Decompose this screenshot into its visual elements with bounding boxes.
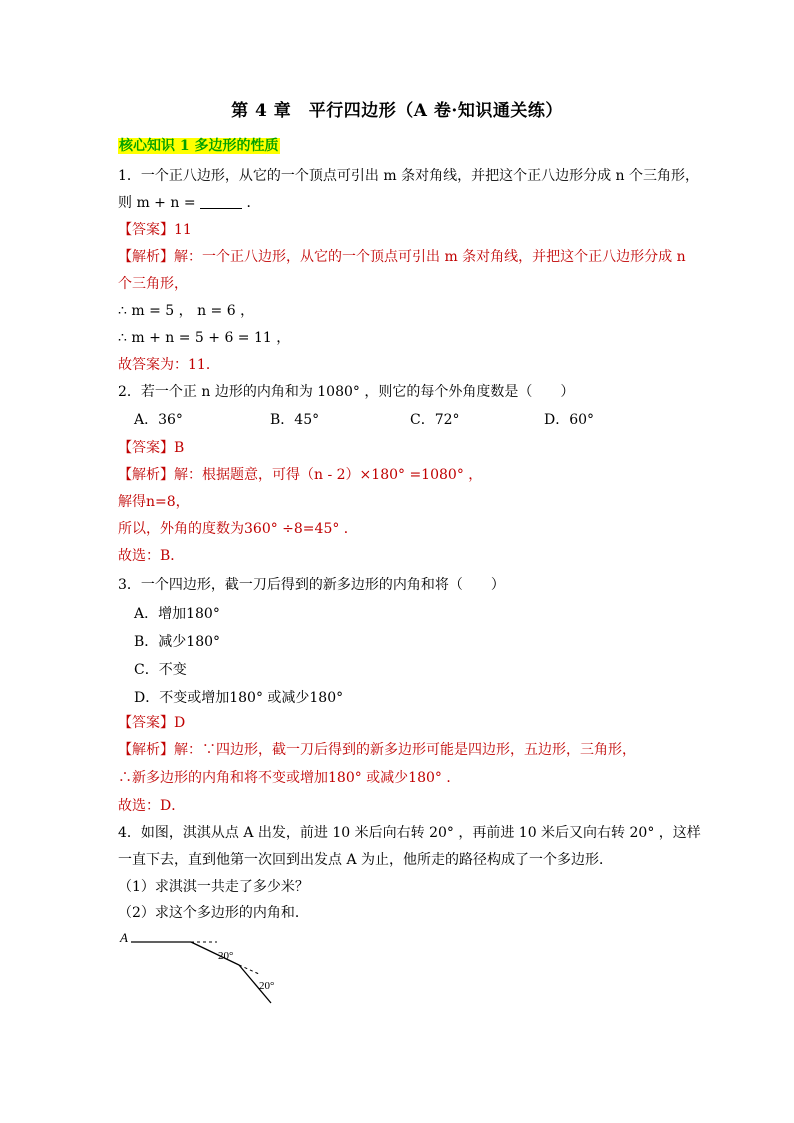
answer-tag: 【答案】 [118, 222, 174, 238]
angle-label-1: 20° [218, 950, 234, 962]
q4-sub-question-2: （2）求这个多边形的内角和． [118, 905, 309, 921]
analysis-tag: 【解析】 [118, 742, 174, 758]
q1-answer [118, 220, 192, 240]
answer-tag: 【答案】 [118, 715, 174, 731]
q3-option-b: B．减少180° [134, 634, 221, 650]
q2-analysis-line1 [118, 465, 482, 485]
q3-option-a: A．增加180° [134, 606, 220, 622]
path-figure [118, 925, 298, 1010]
analysis-tag: 【解析】 [118, 249, 174, 265]
q2-option-d: D．60° [544, 412, 595, 428]
analysis-text: 解：根据题意，可得 [174, 467, 300, 483]
analysis-tag: 【解析】 [118, 467, 174, 483]
analysis-formula: （n - 2）×180° =1080° ， [300, 467, 483, 483]
q3-option-d: D．不变或增加180° 或减少180° [134, 690, 344, 706]
analysis-formula: 360° ÷8=45° ． [244, 521, 358, 537]
q2-stem: 2．若一个正 n 边形的内角和为 1080° ，则它的每个外角度数是（ ） [118, 384, 575, 400]
answer-value: 11 [174, 222, 192, 238]
q4-stem-line1: 4．如图，淇淇从点 A 出发，前进 10 米后向右转 20° ，再前进 10 米后又向右转 20° ，这样 [118, 825, 701, 841]
q1-stem-suffix: ． [246, 195, 261, 211]
q1-analysis-line4: ∴ m + n = 5 + 6 = 11 ， [118, 330, 291, 346]
q3-option-c: C．不变 [134, 662, 187, 678]
q3-conclusion: 故选：D． [118, 798, 186, 814]
analysis-text: 解得 [118, 494, 146, 510]
q1-analysis-line2: 个三角形， [118, 276, 188, 292]
figure-point-label-a: A [120, 930, 128, 945]
q2-option-a: A．36° [134, 412, 183, 428]
q1-stem-prefix: 则 m + n = [118, 195, 196, 211]
q3-answer [118, 713, 185, 733]
q2-option-c: C．72° [410, 412, 460, 428]
q1-conclusion: 故答案为：11． [118, 357, 220, 373]
answer-value: B [174, 440, 185, 456]
analysis-text: 解：∵四边形，截一刀后得到的新多边形可能是四边形，五边形，三角形， [174, 742, 636, 758]
q1-stem-line2 [118, 193, 260, 213]
answer-value: D [174, 715, 186, 731]
q3-analysis-line2: ∴新多边形的内角和将不变或增加180° 或减少180° ． [118, 770, 461, 786]
analysis-formula: n=8， [146, 494, 190, 510]
q2-analysis-line2 [118, 492, 190, 512]
answer-tag: 【答案】 [118, 440, 174, 456]
q2-conclusion: 故选：B． [118, 548, 185, 564]
q3-stem: 3．一个四边形，截一刀后得到的新多边形的内角和将（ ） [118, 577, 505, 593]
q2-answer [118, 438, 184, 458]
q2-options [134, 410, 594, 430]
q1-stem-line1: 1．一个正八边形，从它的一个顶点可引出 m 条对角线，并把这个正八边形分成 n 个三角形， [118, 168, 699, 184]
q4-stem-line2: 一直下去，直到他第一次回到出发点 A 为止，他所走的路径构成了一个多边形． [118, 852, 614, 868]
q4-sub-question-1: （1）求淇淇一共走了多少米？ [118, 879, 309, 895]
section-heading [118, 136, 280, 156]
q1-answer-blank [200, 194, 242, 209]
q2-option-b: B．45° [270, 412, 320, 428]
page-title: 第 4 章 平行四边形（A 卷·知识通关练） [231, 101, 563, 121]
section-label: 核心知识 1 多边形的性质 [119, 138, 279, 154]
angle-label-2: 20° [259, 980, 275, 992]
analysis-text: 解：一个正八边形，从它的一个顶点可引出 m 条对角线，并把这个正八边形分成 n [174, 249, 686, 265]
q1-analysis-line1 [118, 247, 686, 267]
q1-analysis-line3: ∴ m = 5 ， n = 6 ， [118, 303, 255, 319]
q2-analysis-line3 [118, 519, 358, 539]
analysis-text: 所以，外角的度数为 [118, 521, 244, 537]
q3-analysis-line1 [118, 740, 636, 760]
